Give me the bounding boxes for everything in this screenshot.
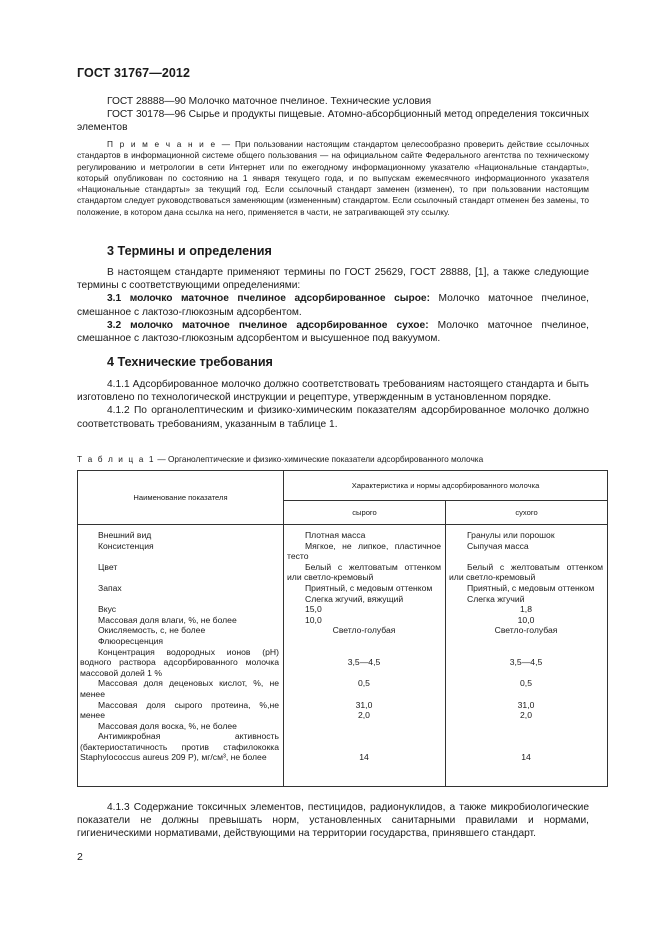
row-smell: Запах	[98, 582, 122, 593]
dry-moisture: 1,8	[520, 604, 532, 615]
section-4-body	[77, 378, 589, 431]
note-block	[77, 139, 589, 218]
dry-color: Белый с желтоватым оттенком или светло-кремовый	[449, 561, 604, 583]
raw-ph: 3,5—4,5	[347, 657, 381, 668]
row-ph: Концентрация водородных ионов (pH) водного раствора адсорбированного молочка массовой долей 1 %	[80, 646, 279, 678]
row-wax: Массовая доля воска, %, не более	[98, 720, 237, 731]
raw-fluorescence: Светло-голубая	[332, 625, 396, 636]
note-label: П р и м е ч а н и е —	[107, 139, 232, 149]
row-decenoic-acids: Массовая доля деценовых кислот, %, не менее	[80, 678, 279, 699]
raw-oxidizability: 10,0	[305, 614, 322, 625]
normative-references	[77, 95, 589, 135]
dry-crude-protein: 31,0	[517, 699, 535, 710]
header-indicator-name: Наименование показателя	[78, 471, 284, 525]
raw-decenoic-acids: 0,5	[358, 678, 370, 689]
dry-oxidizability: 10,0	[517, 614, 535, 625]
term-3-2-definition: Молочко маточное пчелиное, смешанное с лактозо-глюкозным адсорбентом и высушенное под вакуумом.	[77, 319, 589, 345]
row-fluorescence: Флюоресценция	[98, 635, 164, 646]
header-raw: сырого	[284, 501, 446, 525]
clause-4-1-2: 4.1.2 По органолептическим и физико-химическим показателям адсорбированное молочко должно соответствовать требованиям, указанным в таблице 1.	[77, 405, 589, 430]
table-caption	[77, 454, 483, 464]
row-moisture: Массовая доля влаги, %, не более	[98, 614, 237, 625]
section-4-title: 4 Технические требования	[107, 355, 273, 369]
term-3-1	[77, 292, 589, 318]
dry-taste: Слегка жгучий	[467, 593, 525, 604]
term-3-2	[77, 319, 589, 345]
row-consistency: Консистенция	[98, 540, 154, 551]
reference-gost-30178: ГОСТ 30178—96 Сырье и продукты пищевые. Атомно-абсорбционный метод определения токсичных элементов	[77, 109, 589, 134]
table-caption-text: — Органолептические и физико-химические показатели адсорбированного молочка	[157, 454, 484, 464]
raw-appearance: Плотная масса	[305, 530, 366, 540]
row-taste: Вкус	[98, 604, 117, 615]
dry-fluorescence: Светло-голубая	[494, 625, 558, 636]
table-1	[77, 470, 608, 787]
dry-wax: 2,0	[520, 710, 532, 721]
dry-antimicrobial: 14	[521, 752, 531, 763]
page-number: 2	[77, 851, 83, 863]
raw-consistency: Мягкое, не липкое, пластичное тесто	[287, 540, 441, 562]
column-raw	[284, 525, 446, 787]
page-header: ГОСТ 31767—2012	[77, 66, 191, 80]
section-3-title: 3 Термины и определения	[107, 244, 272, 258]
row-antimicrobial: Антимикробная активность (бактериостатичность против стафилококка Staphylococcus aureus 209 P), мг/см³, не более	[80, 731, 279, 763]
column-dry	[446, 525, 608, 787]
table-caption-label: Т а б л и ц а 1	[77, 454, 156, 464]
row-color: Цвет	[98, 561, 118, 572]
section-3-intro: В настоящем стандарте применяют термины по ГОСТ 25629, ГОСТ 28888, [1], а также следующие термины с соответствующими определениями:	[77, 267, 589, 292]
header-characteristics: Характеристика и нормы адсорбированного молочка	[284, 471, 608, 501]
raw-antimicrobial: 14	[359, 752, 369, 763]
dry-consistency: Сыпучая масса	[467, 540, 529, 551]
raw-smell: Приятный, с медовым оттенком	[305, 582, 433, 593]
dry-smell: Приятный, с медовым оттенком	[467, 582, 595, 593]
clause-4-1-3-block	[77, 801, 589, 841]
clause-4-1-1: 4.1.1 Адсорбированное молочко должно соответствовать требованиям настоящего стандарта и быть изготовлено по технологической инструкции и рецептуре, утвержденным в установленном порядке.	[77, 379, 589, 404]
dry-ph: 3,5—4,5	[509, 657, 543, 668]
raw-taste: Слегка жгучий, вяжущий	[305, 593, 404, 604]
dry-decenoic-acids: 0,5	[520, 678, 532, 689]
header-dry: сухого	[446, 501, 608, 525]
section-3-body	[77, 266, 589, 345]
row-appearance: Внешний вид	[98, 530, 152, 540]
dry-appearance: Гранулы или порошок	[467, 530, 555, 540]
raw-color: Белый с желтоватым оттенком или светло-кремовый	[287, 561, 441, 583]
raw-moisture: 15,0	[305, 604, 322, 615]
raw-crude-protein: 31,0	[355, 699, 373, 710]
term-3-1-definition: Молочко маточное пчелиное, смешанное с лактозо-глюкозным адсорбентом.	[77, 293, 589, 318]
column-indicators	[78, 525, 284, 787]
raw-wax: 2,0	[358, 710, 370, 721]
term-3-2-name: 3.2 молочко маточное пчелиное адсорбированное сухое:	[107, 319, 429, 331]
row-crude-protein: Массовая доля сырого протеина, %,не менее	[80, 699, 279, 721]
note-text: При пользовании настоящим стандартом целесообразно проверить действие ссылочных стандартов в информационной системе общего пользования — на официальном сайте Федерального агентства по техническому регулированию и метрологии в сети Интернет или по ежегодному информационному указателю «Национальные стандарты», который опубликован по состоянию на 1 января текущего года, и по выпускам ежемесячного информационного указателя «Национальные стандарты» за текущий год. Если ссылочный стандарт заменен (изменен), то при пользовании настоящим стандартом следует руководствоваться заменяющим (измененным) стандартом. Если ссылочный стандарт отменен без замены, то положение, в котором дана ссылка на него, применяется в части, не затрагивающей эту ссылку.	[77, 139, 589, 217]
row-oxidizability: Окисляемость, с, не более	[98, 625, 206, 636]
term-3-1-name: 3.1 молочко маточное пчелиное адсорбированное сырое:	[107, 293, 430, 305]
clause-4-1-3: 4.1.3 Содержание токсичных элементов, пестицидов, радионуклидов, а также микробиологические показатели не должны превышать норм, установленных санитарными правилами и нормами, гигиеническими нормативами, действующими на территории государства, принявшего стандарт.	[77, 802, 589, 840]
reference-gost-28888: ГОСТ 28888—90 Молочко маточное пчелиное. Технические условия	[107, 96, 432, 107]
